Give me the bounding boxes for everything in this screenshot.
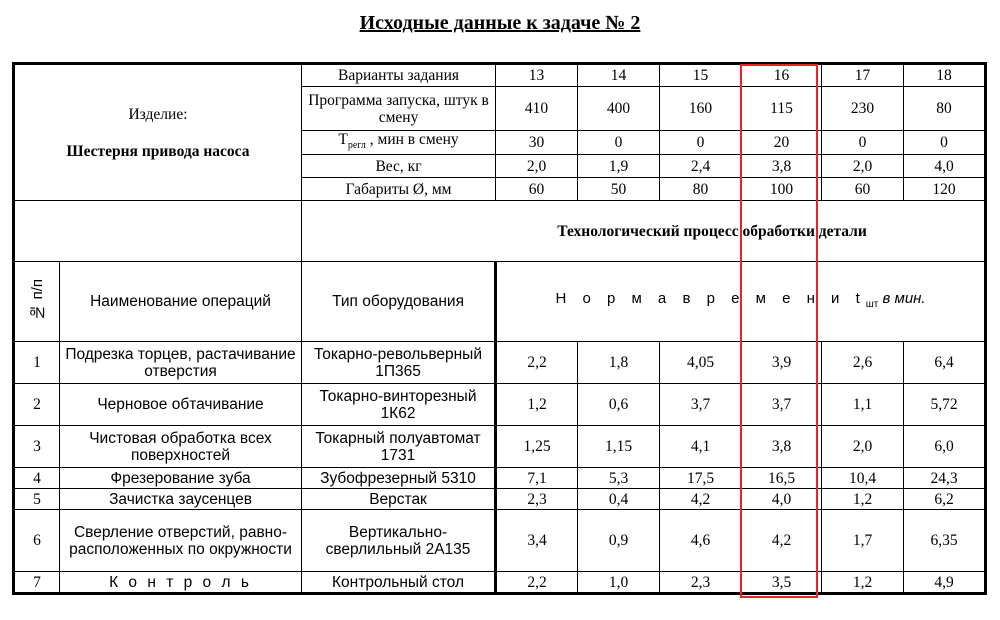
cell: 2,4 (660, 155, 742, 178)
cell: 1,9 (578, 155, 660, 178)
cell: 4,1 (660, 426, 742, 468)
op-name: Фрезерование зуба (60, 468, 302, 489)
cell: 3,7 (660, 384, 742, 426)
op-num: 5 (14, 489, 60, 510)
cell: 0 (904, 131, 986, 155)
op-equipment: Токарный полуавтомат 1731 (302, 426, 496, 468)
cell: 0,9 (578, 510, 660, 572)
cell: 115 (742, 87, 822, 131)
process-title-row (14, 201, 986, 262)
cell: 16 (742, 64, 822, 87)
cell: 230 (822, 87, 904, 131)
param-name: Габариты Ø, мм (302, 178, 496, 201)
header-norm: Н о р м а в р е м е н и $t_{шт}$ в мин. (496, 262, 986, 342)
cell: 30 (496, 131, 578, 155)
cell: 1,2 (496, 384, 578, 426)
cell: 17,5 (660, 468, 742, 489)
cell: 6,35 (904, 510, 986, 572)
param-name: $T_{регл}$ , мин в смену (302, 131, 496, 155)
cell: 2,3 (660, 572, 742, 594)
table-row (14, 426, 986, 468)
header-row (14, 262, 986, 342)
cell: 4,0 (742, 489, 822, 510)
param-name: Программа запуска, штук в смену (302, 87, 496, 131)
table-row (14, 342, 986, 384)
cell: 3,8 (742, 426, 822, 468)
cell: 6,0 (904, 426, 986, 468)
product-cell (14, 64, 302, 201)
cell: 1,25 (496, 426, 578, 468)
cell: 3,9 (742, 342, 822, 384)
cell: 410 (496, 87, 578, 131)
param-name: Варианты задания (302, 64, 496, 87)
op-num: 2 (14, 384, 60, 426)
cell: 6,2 (904, 489, 986, 510)
cell: 2,0 (822, 155, 904, 178)
cell: 3,8 (742, 155, 822, 178)
cell: 2,0 (822, 426, 904, 468)
cell: 0 (578, 131, 660, 155)
cell: 0 (660, 131, 742, 155)
header-num: № п/п (14, 262, 60, 342)
param-name: Вес, кг (302, 155, 496, 178)
page-title: Исходные данные к задаче № 2 (359, 12, 641, 34)
cell: 4,05 (660, 342, 742, 384)
cell: 60 (822, 178, 904, 201)
cell: 0 (822, 131, 904, 155)
cell: 15 (660, 64, 742, 87)
cell: 3,7 (742, 384, 822, 426)
product-name: Шестерня привода насоса (66, 142, 250, 160)
cell: 80 (660, 178, 742, 201)
cell: 2,2 (496, 572, 578, 594)
op-equipment: Зубофрезерный 5310 (302, 468, 496, 489)
cell: 100 (742, 178, 822, 201)
cell: 120 (904, 178, 986, 201)
op-name: К о н т р о л ь (60, 572, 302, 594)
cell: 0,4 (578, 489, 660, 510)
cell: 5,3 (578, 468, 660, 489)
cell: 0,6 (578, 384, 660, 426)
op-num: 3 (14, 426, 60, 468)
cell: 1,7 (822, 510, 904, 572)
table-row (14, 384, 986, 426)
op-equipment: Контрольный стол (302, 572, 496, 594)
cell: 4,2 (660, 489, 742, 510)
cell: 4,2 (742, 510, 822, 572)
cell: 60 (496, 178, 578, 201)
cell: 400 (578, 87, 660, 131)
op-name: Чистовая обработка всех поверхностей (60, 426, 302, 468)
table-row (14, 468, 986, 489)
cell: 4,6 (660, 510, 742, 572)
cell: 24,3 (904, 468, 986, 489)
cell: 14 (578, 64, 660, 87)
cell: 20 (742, 131, 822, 155)
table-row (14, 572, 986, 594)
table-row (14, 489, 986, 510)
table-row (14, 510, 986, 572)
cell: 2,6 (822, 342, 904, 384)
process-title: Технологический процесс обработки детали (302, 201, 986, 262)
cell: 1,0 (578, 572, 660, 594)
op-name: Черновое обтачивание (60, 384, 302, 426)
cell: 1,2 (822, 489, 904, 510)
cell: 17 (822, 64, 904, 87)
op-equipment: Верстак (302, 489, 496, 510)
cell: 3,5 (742, 572, 822, 594)
product-label: Изделие: (128, 105, 188, 123)
op-equipment: Токарно-винторезный 1К62 (302, 384, 496, 426)
op-name: Подрезка торцев, растачивание отверстия (60, 342, 302, 384)
data-table (12, 62, 987, 595)
header-operation: Наименование операций (60, 262, 302, 342)
header-equipment: Тип оборудования (302, 262, 496, 342)
cell: 13 (496, 64, 578, 87)
op-equipment: Вертикально-сверлильный 2А135 (302, 510, 496, 572)
cell: 3,4 (496, 510, 578, 572)
cell: 4,0 (904, 155, 986, 178)
cell: 7,1 (496, 468, 578, 489)
cell: 5,72 (904, 384, 986, 426)
cell: 160 (660, 87, 742, 131)
cell: 2,0 (496, 155, 578, 178)
cell: 6,4 (904, 342, 986, 384)
cell: 50 (578, 178, 660, 201)
cell: 1,15 (578, 426, 660, 468)
cell: 80 (904, 87, 986, 131)
op-num: 6 (14, 510, 60, 572)
op-equipment: Токарно-револьверный 1П365 (302, 342, 496, 384)
op-num: 7 (14, 572, 60, 594)
op-name: Сверление отверстий, равно-расположенных по окружности (60, 510, 302, 572)
cell: 2,2 (496, 342, 578, 384)
cell: 1,2 (822, 572, 904, 594)
cell: 4,9 (904, 572, 986, 594)
param-row (14, 64, 986, 87)
cell: 18 (904, 64, 986, 87)
cell: 16,5 (742, 468, 822, 489)
cell: 1,1 (822, 384, 904, 426)
op-name: Зачистка заусенцев (60, 489, 302, 510)
cell: 10,4 (822, 468, 904, 489)
empty-cell (14, 201, 302, 262)
op-num: 4 (14, 468, 60, 489)
cell: 1,8 (578, 342, 660, 384)
cell: 2,3 (496, 489, 578, 510)
op-num: 1 (14, 342, 60, 384)
